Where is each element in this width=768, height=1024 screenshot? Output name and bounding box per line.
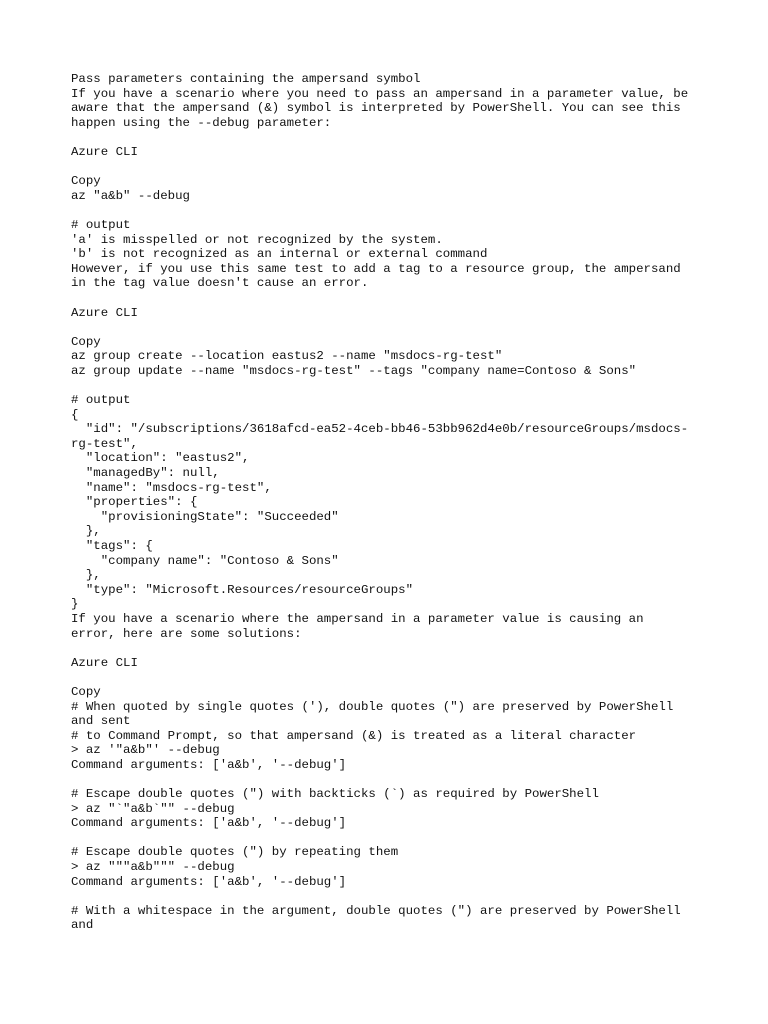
document-line: }, bbox=[71, 568, 101, 583]
document-line: If you have a scenario where you need to pass an ampersand in a parameter value, be bbox=[71, 86, 689, 101]
document-line bbox=[71, 378, 731, 393]
document-line: However, if you use this same test to add a tag to a resource group, the ampersand bbox=[71, 261, 681, 276]
document-line: az group create --location eastus2 --name "msdocs-rg-test" bbox=[71, 349, 503, 364]
document-line: # output bbox=[71, 217, 131, 232]
document-line: "company name": "Contoso & Sons" bbox=[71, 553, 339, 568]
document-line: az "a&b" --debug bbox=[71, 188, 190, 203]
document-line: "id": "/subscriptions/3618afcd-ea52-4ceb-bb46-53bb962d4e0b/resourceGroups/msdocs- bbox=[71, 422, 689, 437]
document-line: and sent bbox=[71, 714, 131, 729]
document-line: Command arguments: ['a&b', '--debug'] bbox=[71, 874, 347, 889]
document-line: # Escape double quotes (") with backticks (`) as required by PowerShell bbox=[71, 787, 599, 802]
document-line: error, here are some solutions: bbox=[71, 626, 302, 641]
document-line: "type": "Microsoft.Resources/resourceGroups" bbox=[71, 582, 414, 597]
document-line: 'b' is not recognized as an internal or external command bbox=[71, 247, 488, 262]
document-line bbox=[71, 291, 731, 306]
document-line: Azure CLI bbox=[71, 144, 138, 159]
document-line: "properties": { bbox=[71, 495, 198, 510]
document-line bbox=[71, 889, 731, 904]
document-line: Pass parameters containing the ampersand symbol bbox=[71, 72, 421, 86]
document-line: rg-test", bbox=[71, 436, 138, 451]
document-line: > az """a&b""" --debug bbox=[71, 860, 235, 875]
document-line: Azure CLI bbox=[71, 305, 138, 320]
document-line bbox=[71, 641, 731, 656]
document-line bbox=[71, 130, 731, 145]
document-line: in the tag value doesn't cause an error. bbox=[71, 276, 369, 291]
document-line: 'a' is misspelled or not recognized by the system. bbox=[71, 232, 443, 247]
document-line: happen using the --debug parameter: bbox=[71, 115, 332, 130]
document-line: "tags": { bbox=[71, 539, 153, 553]
document-line bbox=[71, 203, 731, 218]
document-line: # When quoted by single quotes ('), double quotes (") are preserved by PowerShell bbox=[71, 699, 674, 714]
document-line: # output bbox=[71, 393, 131, 408]
document-line: > az '"a&b"' --debug bbox=[71, 743, 220, 758]
document-line bbox=[71, 160, 731, 175]
document-line: }, bbox=[71, 524, 101, 539]
document-line: Command arguments: ['a&b', '--debug'] bbox=[71, 816, 347, 831]
document-line: } bbox=[71, 597, 79, 612]
document-line: Copy bbox=[71, 334, 101, 349]
document-line bbox=[71, 773, 731, 788]
document-line: # Escape double quotes (") by repeating them bbox=[71, 845, 399, 860]
document-line: and bbox=[71, 918, 94, 933]
document-line bbox=[71, 320, 731, 335]
document-line: > az "`"a&b`"" --debug bbox=[71, 801, 235, 816]
document-line: # With a whitespace in the argument, double quotes (") are preserved by PowerShell bbox=[71, 903, 681, 918]
document-line: "location": "eastus2", bbox=[71, 451, 250, 466]
document-line: # to Command Prompt, so that ampersand (&) is treated as a literal character bbox=[71, 728, 637, 743]
document-line: aware that the ampersand (&) symbol is interpreted by PowerShell. You can see this bbox=[71, 101, 681, 116]
document-line: "name": "msdocs-rg-test", bbox=[71, 480, 272, 495]
document-line: az group update --name "msdocs-rg-test" --tags "company name=Contoso & Sons" bbox=[71, 363, 637, 378]
document-line: "provisioningState": "Succeeded" bbox=[71, 509, 339, 524]
document-line bbox=[71, 831, 731, 846]
document-line: Command arguments: ['a&b', '--debug'] bbox=[71, 757, 347, 772]
document-line: Copy bbox=[71, 174, 101, 189]
document-line: "managedBy": null, bbox=[71, 466, 220, 481]
document-line: If you have a scenario where the ampersand in a parameter value is causing an bbox=[71, 611, 644, 626]
document-text bbox=[71, 72, 731, 933]
document-line bbox=[71, 670, 731, 685]
document-line: Azure CLI bbox=[71, 655, 138, 670]
document-line: Copy bbox=[71, 684, 101, 699]
document-line: { bbox=[71, 407, 79, 422]
